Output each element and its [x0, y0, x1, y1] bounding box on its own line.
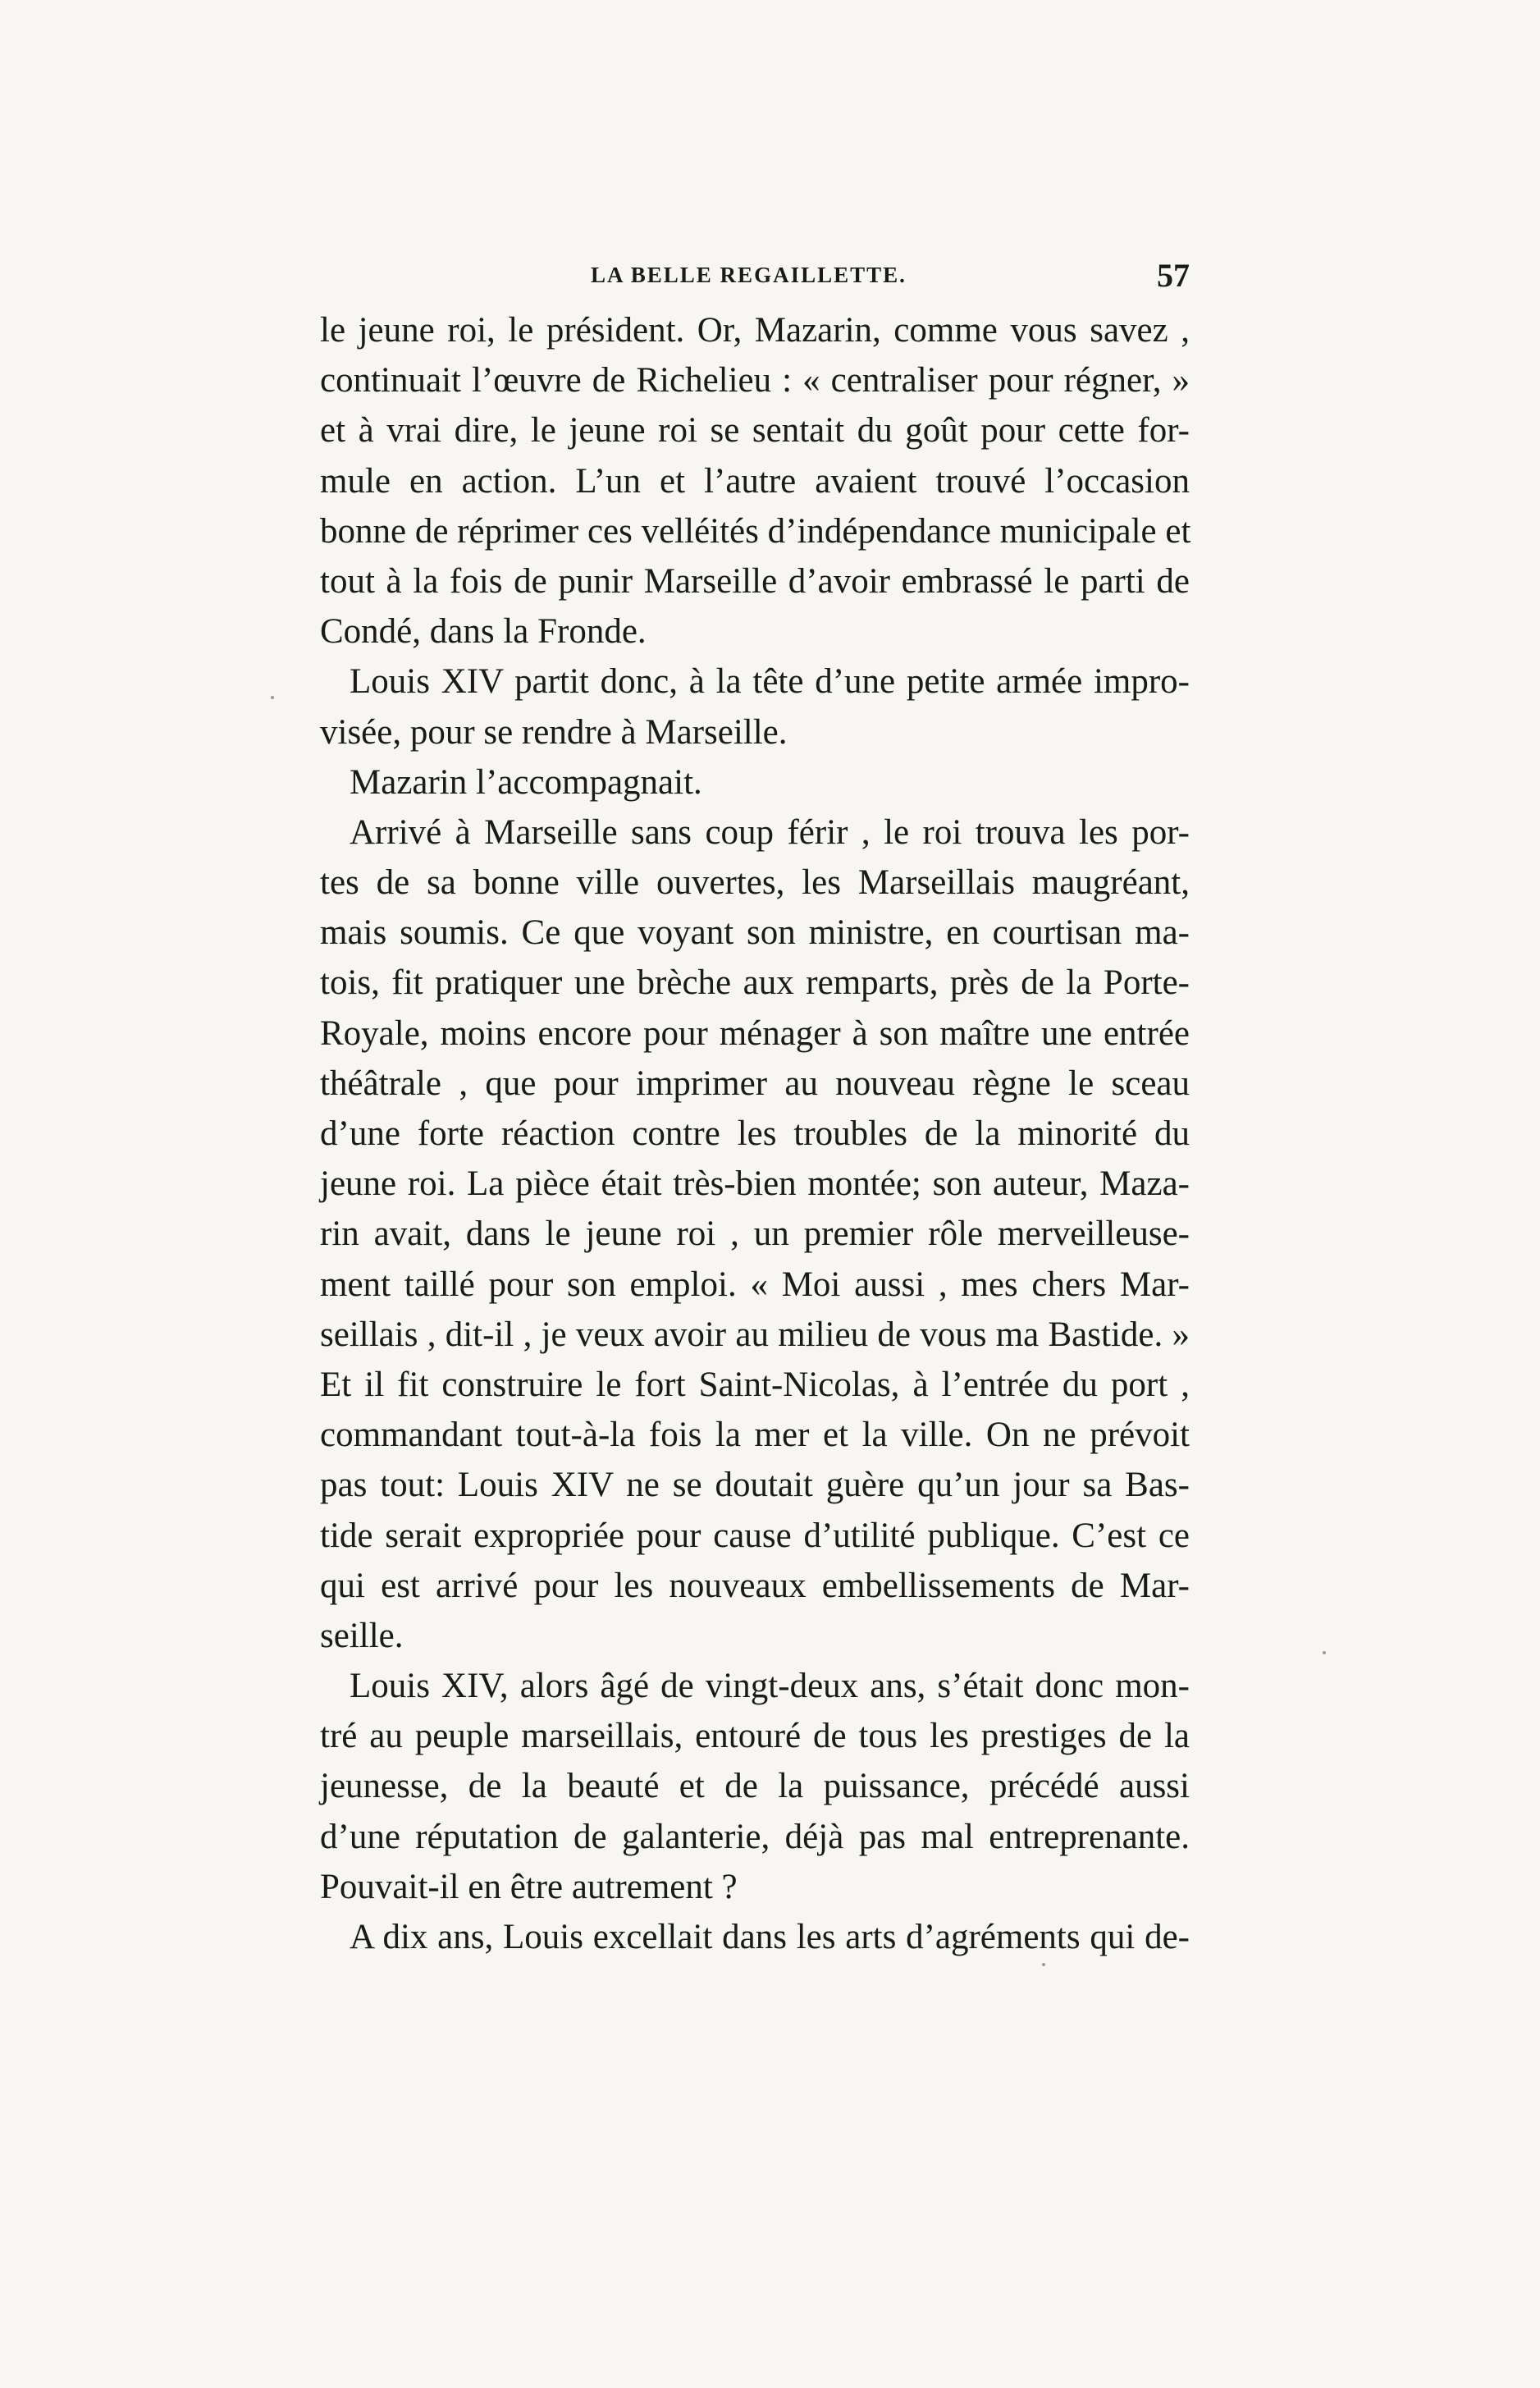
text-line: rin avait, dans le jeune roi , un premier rôle merveilleuse-: [320, 1215, 1190, 1254]
text-line: tout à la fois de punir Marseille d’avoir embrassé le parti de: [320, 561, 1190, 601]
text-line: tré au peuple marseillais, entouré de tous les prestiges de la: [320, 1717, 1190, 1756]
text-line: Mazarin l’accompagnait.: [350, 762, 702, 802]
text-line: Louis XIV partit donc, à la tête d’une petite armée impro-: [350, 662, 1190, 702]
text-line: Pouvait-il en être autrement ?: [320, 1867, 738, 1906]
text-line: qui est arrivé pour les nouveaux embellissements de Mar-: [320, 1566, 1190, 1605]
text-line: mais soumis. Ce que voyant son ministre, en courtisan ma-: [320, 913, 1190, 953]
text-line: jeune roi. La pièce était très-bien montée; son auteur, Maza-: [320, 1164, 1190, 1204]
text-line: seillais , dit-il , je veux avoir au milieu de vous ma Bastide. »: [320, 1315, 1190, 1354]
text-line: ment taillé pour son emploi. « Moi aussi , mes chers Mar-: [320, 1265, 1190, 1304]
text-line: Royale, moins encore pour ménager à son maître une entrée: [320, 1013, 1190, 1053]
text-line: tes de sa bonne ville ouvertes, les Marseillais maugréant,: [320, 863, 1190, 903]
running-title: LA BELLE REGAILLETTE.: [591, 263, 907, 287]
text-line: tide serait expropriée pour cause d’utilité publique. C’est ce: [320, 1516, 1190, 1555]
running-header: [320, 256, 1190, 305]
text-line: bonne de réprimer ces velléités d’indépendance municipale et: [320, 511, 1191, 551]
text-line: d’une réputation de galanterie, déjà pas mal entreprenante.: [320, 1817, 1190, 1856]
text-line: A dix ans, Louis excellait dans les arts d’agréments qui de-: [350, 1918, 1190, 1956]
text-line: Arrivé à Marseille sans coup férir , le roi trouva les por-: [350, 812, 1190, 852]
text-line: commandant tout-à-la fois la mer et la ville. On ne prévoit: [320, 1416, 1190, 1455]
page-number: 57: [1157, 257, 1190, 294]
text-line: jeunesse, de la beauté et de la puissance, précédé aussi: [320, 1767, 1190, 1806]
text-line: Condé, dans la Fronde.: [320, 612, 647, 652]
paper-speck: [1042, 1963, 1045, 1966]
paper-speck: [271, 696, 274, 699]
text-line: d’une forte réaction contre les troubles de la minorité du: [320, 1114, 1190, 1153]
text-line: et à vrai dire, le jeune roi se sentait du goût pour cette for-: [320, 411, 1190, 451]
text-line: Louis XIV, alors âgé de vingt-deux ans, s’était donc mon-: [350, 1667, 1190, 1706]
text-line: continuait l’œuvre de Richelieu : « centraliser pour régner, »: [320, 361, 1190, 400]
text-line: pas tout: Louis XIV ne se doutait guère qu’un jour sa Bas-: [320, 1466, 1190, 1505]
text-line: mule en action. L’un et l’autre avaient trouvé l’occasion: [320, 461, 1190, 501]
text-line: tois, fit pratiquer une brèche aux remparts, près de la Porte-: [320, 963, 1190, 1003]
paper-speck: [1323, 1651, 1326, 1654]
body-text: [320, 305, 1190, 1962]
text-line: Et il fit construire le fort Saint-Nicolas, à l’entrée du port ,: [320, 1365, 1190, 1404]
text-line: théâtrale , que pour imprimer au nouveau règne le sceau: [320, 1064, 1190, 1103]
text-line: le jeune roi, le président. Or, Mazarin, comme vous savez ,: [320, 311, 1190, 350]
text-line: visée, pour se rendre à Marseille.: [320, 712, 788, 752]
text-line: seille.: [320, 1616, 404, 1655]
